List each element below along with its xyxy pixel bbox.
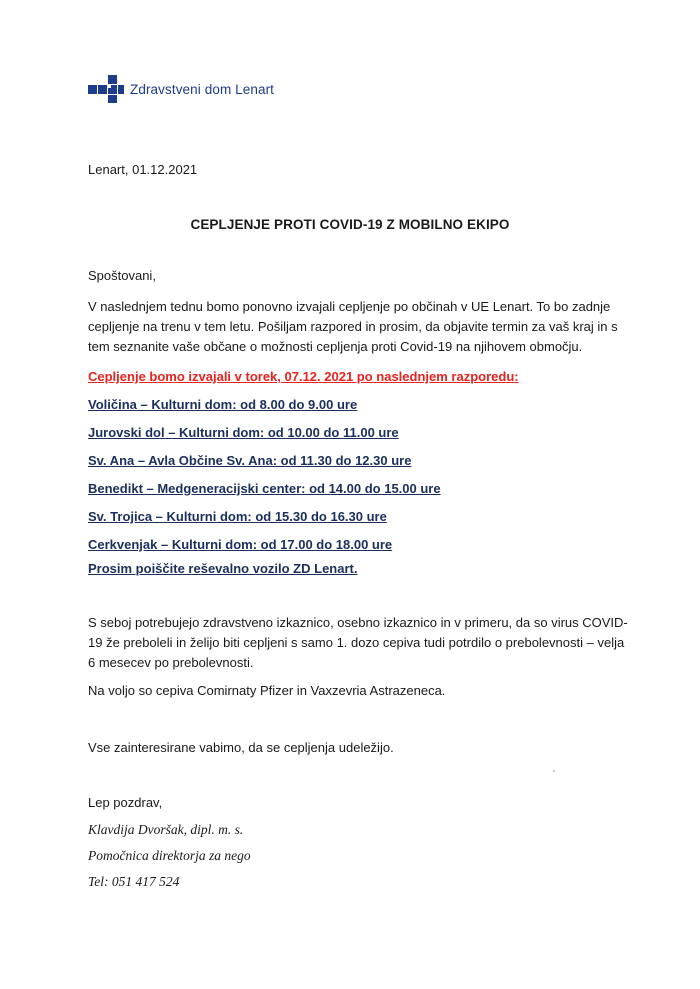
schedule-item-benedikt: Benedikt – Medgeneracijski center: od 14.00 do 15.00 ure — [88, 481, 441, 496]
logo-text: Zdravstveni dom Lenart — [130, 81, 275, 97]
schedule-item-jurovski-dol: Jurovski dol – Kulturni dom: od 10.00 do 11.00 ure — [88, 425, 399, 440]
ambulance-note: Prosim poiščite reševalno vozilo ZD Lenart. — [88, 561, 358, 576]
documents-paragraph: S seboj potrebujejo zdravstveno izkaznico, osebno izkaznico in v primeru, da so virus COVID-19 že preboleli in želijo biti cepljeni s samo 1. dozo cepiva tudi potrdilo o prebolevnosti – velja 6 mesecev po prebolevnosti. — [88, 615, 628, 670]
schedule-list — [88, 397, 441, 565]
invite-paragraph: Vse zainteresirane vabimo, da se cepljenja udeležijo. — [88, 740, 394, 755]
intro-paragraph: V naslednjem tednu bomo ponovno izvajali cepljenje po občinah v UE Lenart. To bo zadnje cepljenje na trenu v tem letu. Pošiljam razpored in prosim, da objavite termin za vaš kraj in s tem seznanite vaše občane o možnosti cepljenja proti Covid-19 na njihovem območju. — [88, 299, 618, 354]
schedule-item-sv-ana: Sv. Ana – Avla Občine Sv. Ana: od 11.30 do 12.30 ure — [88, 453, 412, 468]
letter-date: Lenart, 01.12.2021 — [88, 162, 198, 177]
letter-title: CEPLJENJE PROTI COVID-19 Z MOBILNO EKIPO — [190, 217, 510, 232]
schedule-heading: Cepljenje bomo izvajali v torek, 07.12. 2021 po naslednjem razporedu: — [88, 369, 519, 384]
medical-cross-icon — [88, 74, 124, 104]
signature-role: Pomočnica direktorja za nego — [88, 848, 251, 863]
greeting: Spoštovani, — [88, 268, 156, 283]
scan-speck — [553, 770, 555, 772]
logo — [88, 74, 274, 104]
closing: Lep pozdrav, — [88, 795, 163, 810]
signature-phone: Tel: 051 417 524 — [88, 874, 180, 889]
schedule-item-volicina: Voličina – Kulturni dom: od 8.00 do 9.00 ure — [88, 397, 358, 412]
signature-name: Klavdija Dvoršak, dipl. m. s. — [88, 822, 244, 837]
schedule-item-sv-trojica: Sv. Trojica – Kulturni dom: od 15.30 do 16.30 ure — [88, 509, 387, 524]
schedule-item-cerkvenjak: Cerkvenjak – Kulturni dom: od 17.00 do 18.00 ure — [88, 537, 393, 552]
vaccines-paragraph: Na voljo so cepiva Comirnaty Pfizer in Vaxzevria Astrazeneca. — [88, 683, 446, 698]
